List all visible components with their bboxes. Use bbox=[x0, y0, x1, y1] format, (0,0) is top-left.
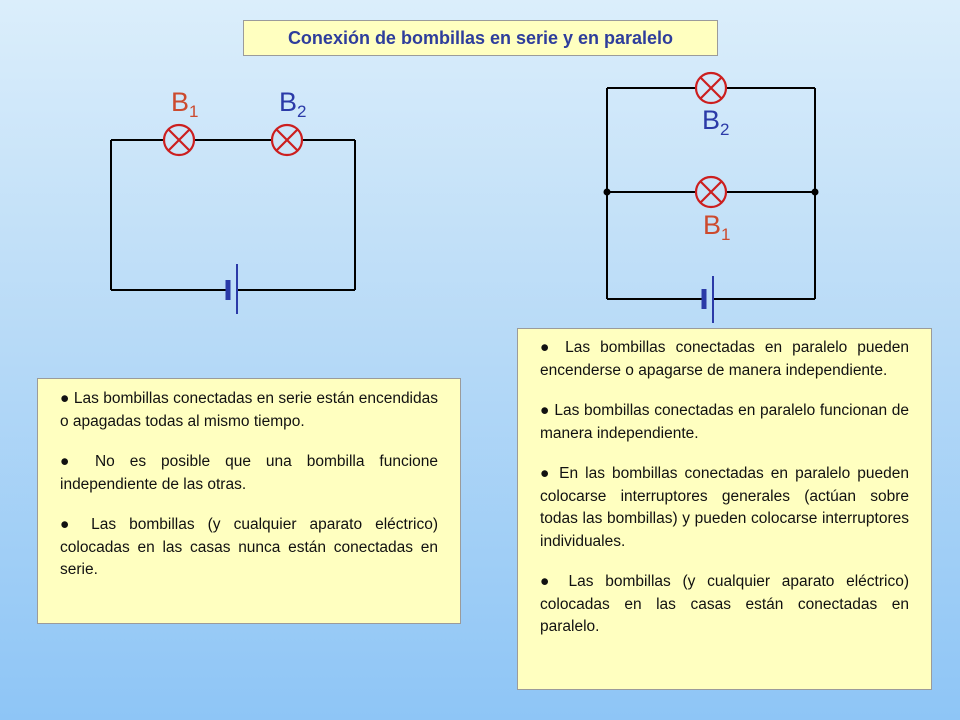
series-bulb-1-letter: B bbox=[171, 87, 190, 117]
parallel-bulb-bottom-index: 1 bbox=[721, 225, 731, 244]
series-note-1: ● Las bombillas conectadas en serie están encendidas o apagadas todas al mismo tiempo. bbox=[60, 390, 438, 430]
series-bulb-1-label bbox=[171, 89, 198, 120]
parallel-battery-icon bbox=[704, 276, 713, 323]
parallel-note-1: ● Las bombillas conectadas en paralelo pueden encenderse o apagarse de manera independiente. bbox=[540, 339, 909, 379]
parallel-bulb-top-icon bbox=[696, 73, 726, 103]
parallel-note-4: ● Las bombillas (y cualquier aparato eléctrico) colocadas en las casas están conectadas en paralelo. bbox=[540, 573, 909, 635]
page-title: Conexión de bombillas en serie y en paralelo bbox=[287, 27, 674, 48]
series-bulb-2-letter: B bbox=[279, 87, 298, 117]
series-bulb-1-icon bbox=[164, 125, 194, 155]
parallel-bulb-bottom-icon bbox=[696, 177, 726, 207]
series-wires bbox=[111, 140, 355, 290]
parallel-bulb-top-letter: B bbox=[702, 105, 721, 135]
parallel-bulb-top-label bbox=[702, 107, 729, 138]
series-circuit bbox=[111, 125, 355, 314]
parallel-notes-box bbox=[517, 328, 932, 690]
series-bulb-2-index: 2 bbox=[297, 102, 307, 121]
parallel-note-2: ● Las bombillas conectadas en paralelo funcionan de manera independiente. bbox=[540, 402, 909, 442]
series-note-2: ● No es posible que una bombilla funcione independiente de las otras. bbox=[60, 453, 438, 493]
series-bulb-1-index: 1 bbox=[189, 102, 199, 121]
series-note-3: ● Las bombillas (y cualquier aparato eléctrico) colocadas en las casas nunca están conectadas en serie. bbox=[60, 516, 438, 578]
series-notes-box bbox=[37, 378, 461, 624]
parallel-bulb-top-index: 2 bbox=[720, 120, 730, 139]
series-battery-icon bbox=[228, 264, 237, 314]
parallel-bulb-bottom-label bbox=[703, 212, 730, 243]
parallel-bulb-bottom-letter: B bbox=[703, 210, 722, 240]
series-bulb-2-icon bbox=[272, 125, 302, 155]
parallel-note-3: ● En las bombillas conectadas en paralelo pueden colocarse interruptores generales (actúan sobre todas las bombillas) y pueden colocarse interruptores individuales. bbox=[540, 465, 909, 550]
series-bulb-2-label bbox=[279, 89, 306, 120]
